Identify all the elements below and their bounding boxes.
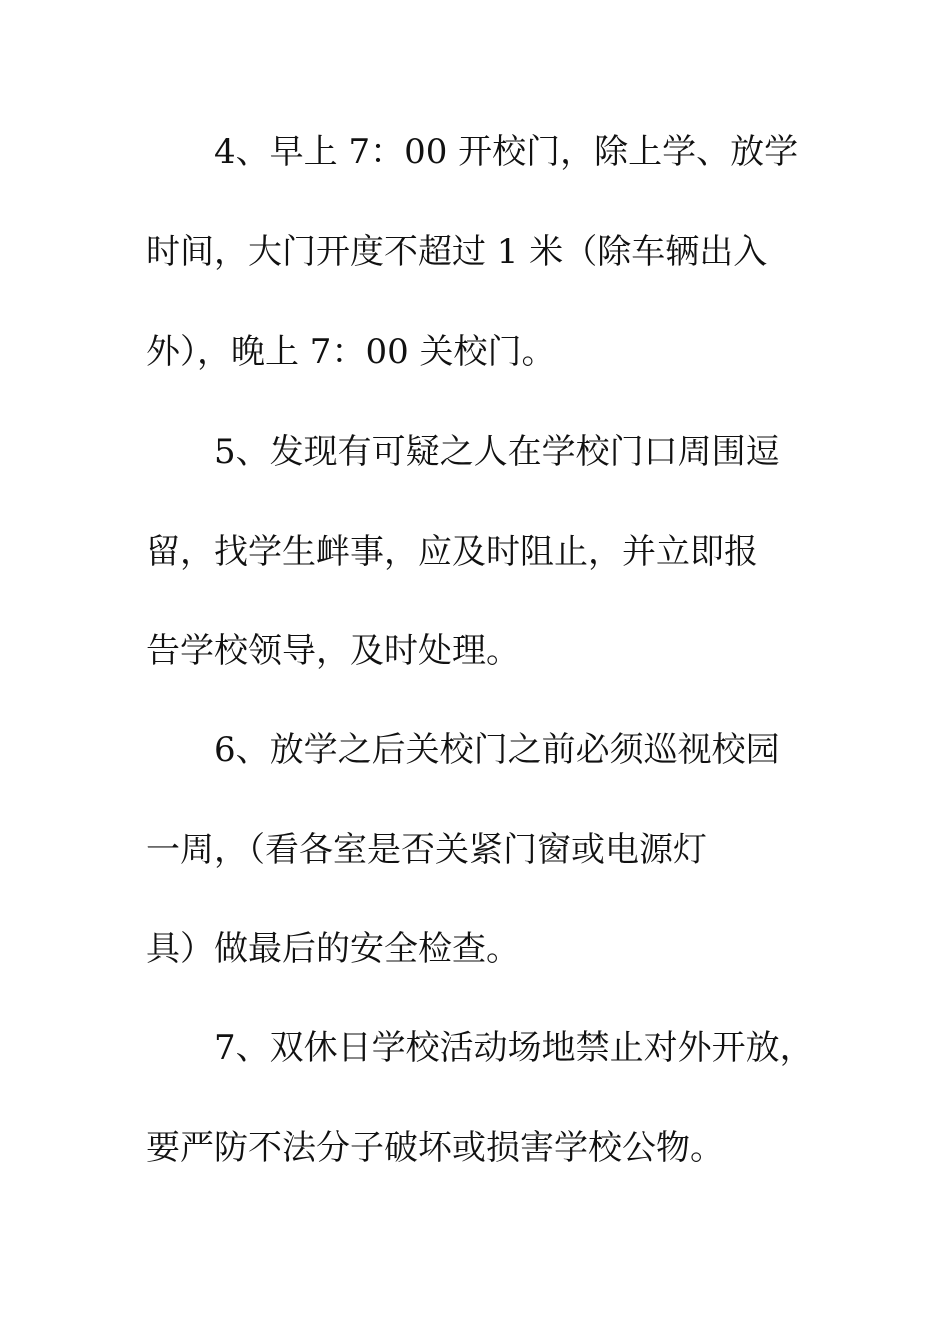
paragraph-7-line-2: 要严防不法分子破坏或损害学校公物。 xyxy=(146,1128,724,1168)
paragraph-5-line-3: 告学校领导，及时处理。 xyxy=(146,631,520,671)
paragraph-4-line-1: 4、早上 7：00 开校门，除上学、放学 xyxy=(214,132,799,172)
paragraph-6-line-2: 一周，（看各室是否关紧门窗或电源灯 xyxy=(146,830,707,870)
paragraph-5-line-1: 5、发现有可疑之人在学校门口周围逗 xyxy=(214,432,780,472)
paragraph-4-line-3: 外），晚上 7：00 关校门。 xyxy=(146,332,556,372)
paragraph-4-line-2: 时间，大门开度不超过 1 米（除车辆出入 xyxy=(146,232,768,272)
paragraph-6-line-3: 具）做最后的安全检查。 xyxy=(146,929,520,969)
paragraph-6-line-1: 6、放学之后关校门之前必须巡视校园 xyxy=(214,730,780,770)
paragraph-7-line-1: 7、双休日学校活动场地禁止对外开放， xyxy=(214,1028,814,1068)
paragraph-5-line-2: 留，找学生衅事，应及时阻止，并立即报 xyxy=(146,532,758,572)
